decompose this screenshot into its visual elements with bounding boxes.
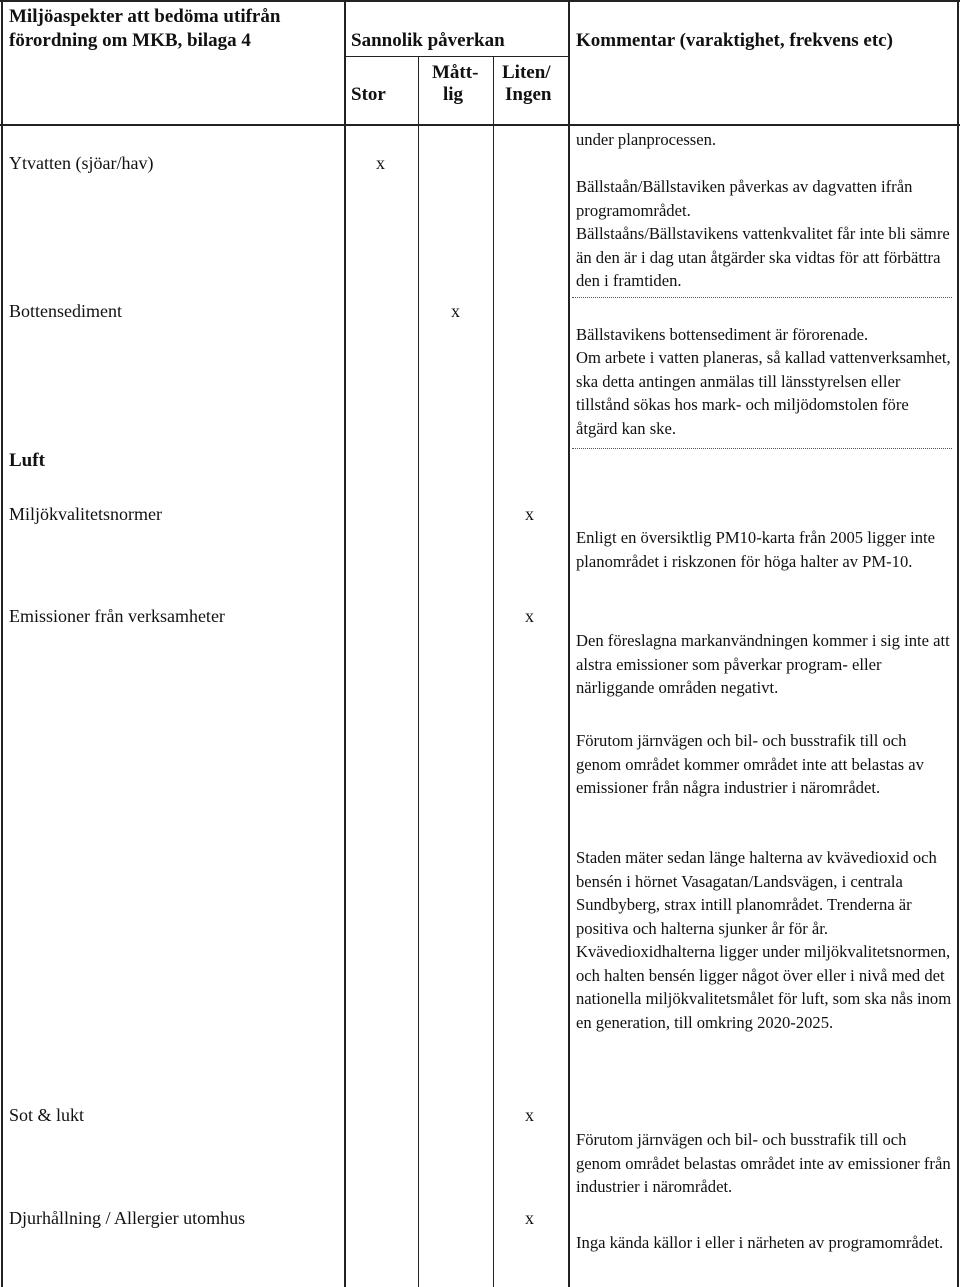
row-label-ytvatten: Ytvatten (sjöar/hav) [9,153,154,173]
comment-miljokvalitet-1: Enligt en översiktlig PM10-karta från 2005 ligger inte planområdet i riskzonen för höga halter av PM-10. [576,528,935,571]
row-label-sot-lukt: Sot & lukt [9,1105,85,1125]
comment-emissioner-3: Staden mäter sedan länge halterna av kvävedioxid och bensén i hörnet Vasagatan/Landsvägen, i centrala Sundbyberg, strax intill planområdet. Trenderna är positiva och halterna sjunker år för år. Kvävedioxidhalterna ligger under miljökvalitetsnormen, och halten bensén ligger något över eller i nivå med det nationella miljökvalitetsmålet för luft, som ska nås inom en generation, till omkring 2020-2025. [576,848,952,1032]
header-mattlig-1: Mått- [432,62,479,83]
comment-emissioner-2: Förutom järnvägen och bil- och busstrafik till och genom området kommer området inte att belastas av emissioner från några industrier i närområdet. [576,731,924,797]
comment-bottensediment-1: Bällstavikens bottensediment är förorenade. [576,325,869,344]
header-stor: Stor [351,84,386,105]
subheader-divider [344,56,568,57]
header-aspects-line1: Miljöaspekter att bedöma utifrån [9,6,281,27]
row-label-emissioner: Emissioner från verksamheter [9,606,225,626]
column-divider-2 [568,0,570,1287]
header-divider [0,124,960,126]
section-title-luft: Luft [9,450,45,471]
header-mattlig-2: lig [443,84,464,105]
dotted-separator-2 [572,448,952,449]
subcolumn-divider-2 [493,56,494,1287]
comment-bottensediment-2: Om arbete i vatten planeras, så kallad vattenverksamhet, ska detta antingen anmälas till länsstyrelsen eller tillstånd sökas hos mark- och miljödomstolen före åtgärd kan ske. [576,348,951,438]
row-label-djurhallning: Djurhållning / Allergier utomhus [9,1208,246,1228]
mark-djurhallning-liten: x [525,1208,534,1228]
header-comment: Kommentar (varaktighet, frekvens etc) [576,30,893,51]
mark-ytvatten-stor: x [376,153,385,173]
header-probability: Sannolik påverkan [351,30,505,51]
mark-sot-lukt-liten: x [525,1105,534,1125]
comment-djurhallning-1: Inga kända källor i eller i närheten av programområdet. [576,1233,944,1252]
mark-bottensediment-mattlig: x [451,301,460,321]
table-border-right [957,0,959,1287]
header-liten-1: Liten/ [502,62,551,83]
column-divider-1 [344,0,346,1287]
subcolumn-divider-1 [418,56,419,1287]
comment-ytvatten-2: Bällstaåns/Bällstavikens vattenkvalitet får inte bli sämre än den är i dag utan åtgärder ska vidtas för att förbättra den i framtiden. [576,224,950,290]
table-border-left [1,0,3,1287]
comment-sot-lukt-1: Förutom järnvägen och bil- och busstrafik till och genom området belastas området inte av emissioner från industrier i närområdet. [576,1130,951,1196]
row-label-miljokvalitet: Miljökvalitetsnormer [9,504,162,524]
table-border-top [0,0,960,2]
row-label-bottensediment: Bottensediment [9,301,122,321]
comment-emissioner-1: Den föreslagna markanvändningen kommer i sig inte att alstra emissioner som påverkar program- eller närliggande områden negativt. [576,631,950,697]
mark-miljokvalitet-liten: x [525,504,534,524]
mark-emissioner-liten: x [525,606,534,626]
header-liten-2: Ingen [505,84,552,105]
header-aspects-line2: förordning om MKB, bilaga 4 [9,30,251,51]
carryover-comment: under planprocessen. [576,130,717,149]
dotted-separator-1 [572,297,952,298]
comment-ytvatten-1: Bällstaån/Bällstaviken påverkas av dagvatten ifrån programområdet. [576,177,913,220]
